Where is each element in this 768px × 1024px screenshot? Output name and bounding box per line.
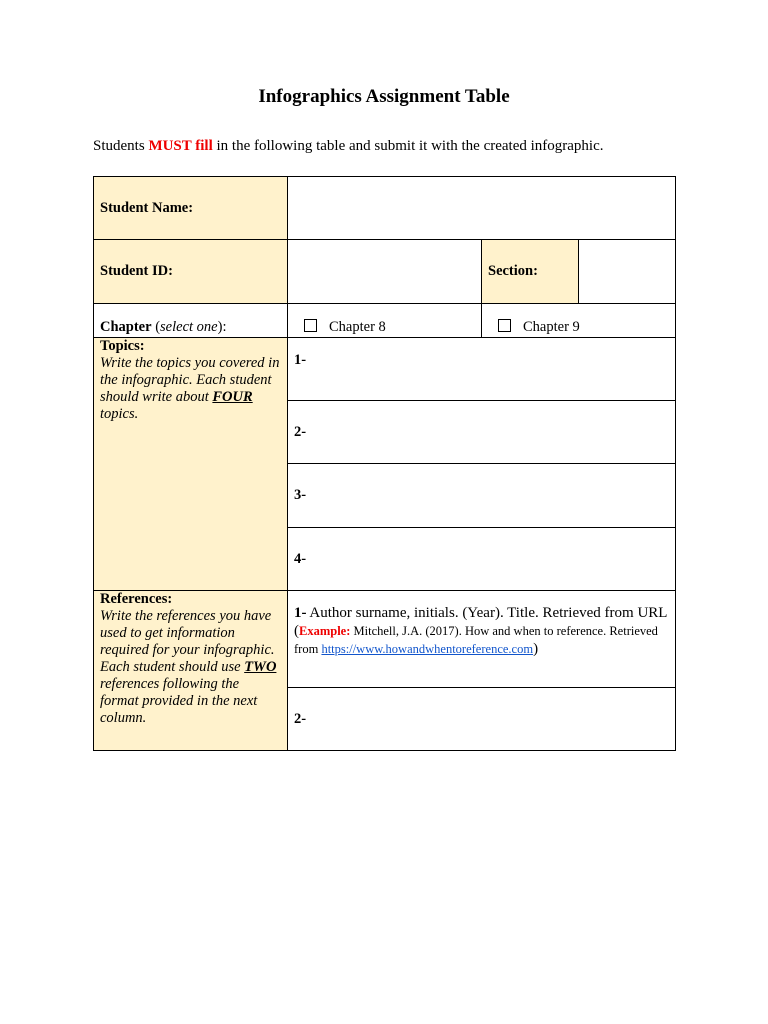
topic-3-number: 3- <box>294 487 307 503</box>
intro-text <box>93 138 604 155</box>
references-desc-before: Write the references you have used to get information required for your infographic. Each student should use <box>100 608 275 675</box>
student-id-field[interactable] <box>288 240 482 304</box>
reference-2-number: 2- <box>294 710 307 727</box>
intro-after: in the following table and submit it with the created infographic. <box>212 138 604 154</box>
chapter-8-checkbox[interactable] <box>304 319 317 332</box>
topic-2-field[interactable] <box>288 401 676 464</box>
topic-row <box>94 338 676 401</box>
topics-label: Topics: <box>100 338 145 354</box>
student-id-row <box>94 240 676 304</box>
chapter-9-option[interactable] <box>482 304 676 338</box>
example-close: ) <box>533 641 539 657</box>
student-name-field[interactable] <box>288 177 676 240</box>
assignment-table <box>93 176 676 751</box>
chapter-hint: select one <box>160 319 218 335</box>
references-label: References: <box>100 591 173 607</box>
student-name-label: Student Name: <box>94 177 288 240</box>
references-label-cell <box>94 591 288 751</box>
topic-1-field[interactable] <box>288 338 676 401</box>
reference-row <box>94 591 676 688</box>
references-desc-after: references following the format provided in the next column. <box>100 676 258 726</box>
reference-1-field[interactable] <box>288 591 676 688</box>
chapter-9-label: Chapter 9 <box>523 319 580 335</box>
chapter-paren-close: ): <box>217 319 227 335</box>
chapter-paren-open: ( <box>151 319 161 335</box>
chapter-8-label: Chapter 8 <box>329 319 386 335</box>
intro-before: Students <box>93 138 149 154</box>
example-link[interactable]: https://www.howandwhentoreference.com <box>321 642 534 656</box>
example-text: Mitchell, J.A. (2017). How and when to reference. Retrieved from <box>294 624 658 656</box>
chapter-9-checkbox[interactable] <box>498 319 511 332</box>
references-description <box>100 608 281 727</box>
topic-2-number: 2- <box>294 423 307 440</box>
section-field[interactable] <box>579 240 676 304</box>
chapter-8-option[interactable] <box>288 304 482 338</box>
chapter-label: Chapter <box>100 319 152 335</box>
example-label: Example: <box>299 624 351 638</box>
student-id-label: Student ID: <box>94 240 288 304</box>
reference-format-text: Author surname, initials. (Year). Title. Retrieved from URL ( <box>294 605 667 639</box>
reference-2-field[interactable] <box>288 688 676 751</box>
section-label: Section: <box>482 240 579 304</box>
topic-4-field[interactable] <box>288 528 676 591</box>
topic-4-number: 4- <box>294 550 307 567</box>
topics-desc-emphasis: FOUR <box>212 389 253 405</box>
chapter-row <box>94 304 676 338</box>
topic-1-number: 1- <box>294 352 307 368</box>
topic-3-field[interactable] <box>288 464 676 528</box>
topics-desc-after: topics. <box>100 406 139 422</box>
reference-format <box>294 604 669 658</box>
references-desc-emphasis: TWO <box>244 659 277 675</box>
topics-description <box>100 355 281 423</box>
reference-1-number: 1- <box>294 605 307 621</box>
page-title: Infographics Assignment Table <box>258 86 510 107</box>
intro-emphasis: MUST fill <box>148 138 213 154</box>
topics-desc-before: Write the topics you covered in the infographic. Each student should write about <box>100 355 280 405</box>
topics-label-cell <box>94 338 288 591</box>
chapter-label-cell <box>94 304 288 338</box>
student-name-row <box>94 177 676 240</box>
